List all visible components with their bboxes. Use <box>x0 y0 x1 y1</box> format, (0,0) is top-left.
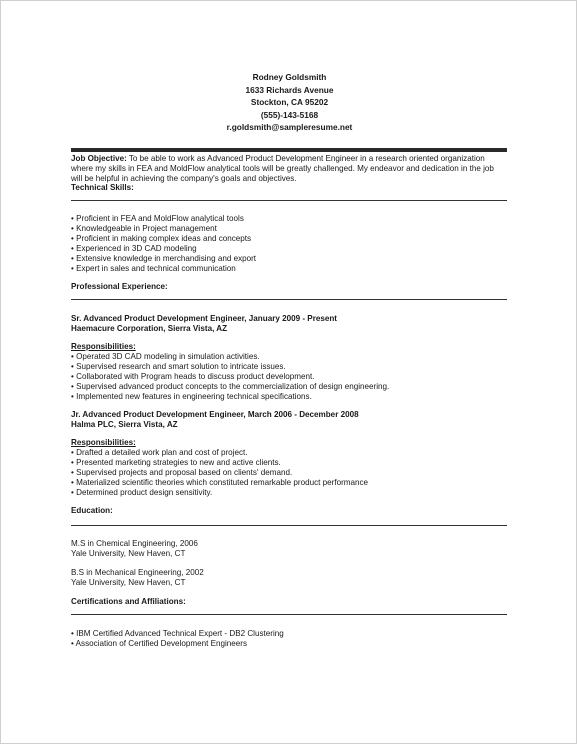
experience-divider <box>71 299 507 300</box>
list-item: • Extensive knowledge in merchandising and export <box>71 254 507 264</box>
city-state-zip: Stockton, CA 95202 <box>250 97 329 107</box>
certifications-divider <box>71 614 507 615</box>
list-item: • Drafted a detailed work plan and cost of project. <box>71 448 507 458</box>
list-item: • Proficient in making complex ideas and concepts <box>71 234 507 244</box>
responsibilities-list-1 <box>71 352 507 402</box>
job-objective <box>71 154 507 184</box>
school-1: Yale University, New Haven, CT <box>71 549 186 558</box>
list-item: • IBM Certified Advanced Technical Expert - DB2 Clustering <box>71 629 507 639</box>
education-divider <box>71 525 507 526</box>
applicant-name: Rodney Goldsmith <box>252 72 327 82</box>
education-heading: Education: <box>71 506 113 515</box>
job-company-2: Halma PLC, Sierra Vista, AZ <box>71 420 178 429</box>
list-item: • Operated 3D CAD modeling in simulation activities. <box>71 352 507 362</box>
job-title-2: Jr. Advanced Product Development Engineer, March 2006 - December 2008 <box>71 410 359 419</box>
responsibilities-label-2: Responsibilities: <box>71 438 136 447</box>
responsibilities-label-1: Responsibilities: <box>71 342 136 351</box>
job-company-1: Haemacure Corporation, Sierra Vista, AZ <box>71 324 228 333</box>
phone-number: (555)-143-5168 <box>260 109 319 120</box>
list-item: • Determined product design sensitivity. <box>71 488 507 498</box>
objective-label: Job Objective: <box>71 154 127 163</box>
list-item: • Knowledgeable in Project management <box>71 224 507 234</box>
list-item: • Presented marketing strategies to new and active clients. <box>71 458 507 468</box>
certifications-heading: Certifications and Affiliations: <box>71 597 186 606</box>
skills-divider <box>71 200 507 201</box>
list-item: • Supervised advanced product concepts to the commercialization of design engineering. <box>71 382 507 392</box>
list-item: • Materialized scientific theories which constituted remarkable product performance <box>71 478 507 488</box>
degree-2: B.S in Mechanical Engineering, 2002 <box>71 568 204 577</box>
list-item: • Association of Certified Development Engineers <box>71 639 507 649</box>
degree-1: M.S in Chemical Engineering, 2006 <box>71 539 198 548</box>
list-item: • Proficient in FEA and MoldFlow analytical tools <box>71 214 507 224</box>
list-item: • Collaborated with Program heads to discuss product development. <box>71 372 507 382</box>
responsibilities-list-2 <box>71 448 507 498</box>
objective-text: To be able to work as Advanced Product Development Engineer in a research oriented organization where my skills in FEA and MoldFlow analytical tools will be greatly challenged. My endeavor and dedication in the job will be helpful in achieving the company's goals and objectives. <box>71 154 494 183</box>
list-item: • Supervised projects and proposal based on clients' demand. <box>71 468 507 478</box>
job-title-1: Sr. Advanced Product Development Engineer, January 2009 - Present <box>71 314 337 323</box>
skills-list <box>71 214 507 273</box>
experience-heading: Professional Experience: <box>71 282 168 291</box>
email-address: r.goldsmith@sampleresume.net <box>226 122 353 132</box>
header-divider <box>71 148 507 152</box>
list-item: • Expert in sales and technical communication <box>71 264 507 274</box>
list-item: • Implemented new features in engineering technical specifications. <box>71 392 507 402</box>
list-item: • Experienced in 3D CAD modeling <box>71 244 507 254</box>
school-2: Yale University, New Haven, CT <box>71 578 186 587</box>
list-item: • Supervised research and smart solution to intricate issues. <box>71 362 507 372</box>
street-address: 1633 Richards Avenue <box>245 84 334 95</box>
contact-header <box>1 71 577 134</box>
certifications-list <box>71 629 507 649</box>
skills-heading: Technical Skills: <box>71 183 134 192</box>
